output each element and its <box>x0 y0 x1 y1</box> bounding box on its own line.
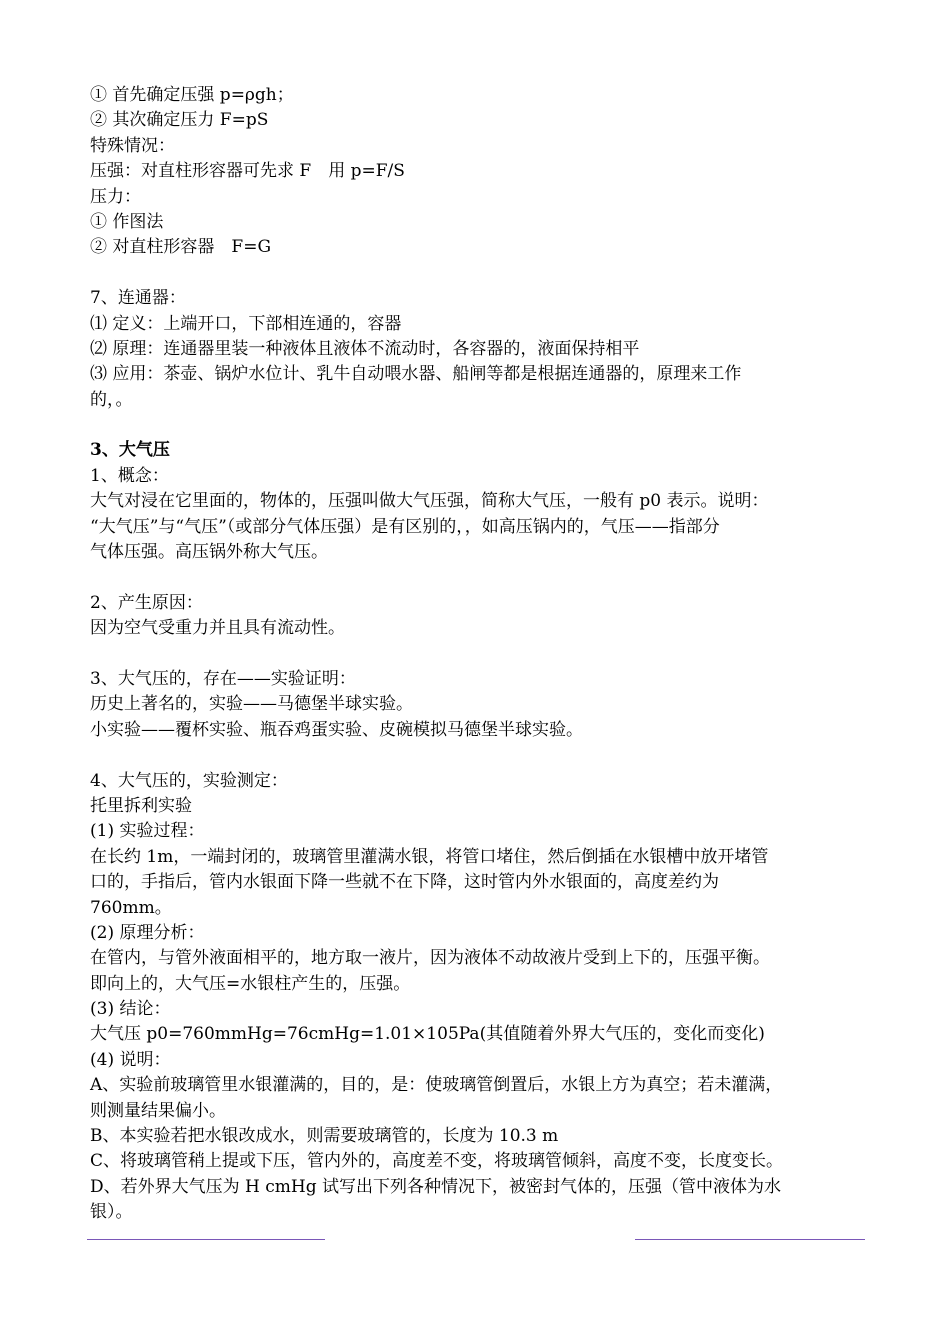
text-line: A、实验前玻璃管里水银灌满的，目的，是：使玻璃管倒置后，水银上方为真空；若未灌满， <box>90 1075 783 1096</box>
text-line: 压力： <box>90 186 141 207</box>
text-line: C、将玻璃管稍上提或下压，管内外的，高度差不变，将玻璃管倾斜，高度不变，长度变长。 <box>90 1151 784 1172</box>
blank-line <box>90 565 870 590</box>
text-line: ② 对直柱形容器 F=G <box>90 237 272 258</box>
text-line: 4、大气压的，实验测定： <box>90 770 288 791</box>
text-line: 大气对浸在它里面的，物体的，压强叫做大气压强，简称大气压，一般有 p0 表示。说明： <box>90 491 769 512</box>
text-line: 2、产生原因： <box>90 592 203 613</box>
text-line: B、本实验若把水银改成水，则需要玻璃管的，长度为 10.3 m <box>90 1126 559 1147</box>
text-line: 银）。 <box>90 1202 133 1223</box>
text-line: 小实验——覆杯实验、瓶吞鸡蛋实验、皮碗模拟马德堡半球实验。 <box>90 719 583 740</box>
text-line: 压强：对直柱形容器可先求 F 用 p=F/S <box>90 161 405 182</box>
text-line: 在管内，与管外液面相平的，地方取一液片，因为液体不动故液片受到上下的，压强平衡。 <box>90 948 770 969</box>
text-line: 气体压强。高压锅外称大气压。 <box>90 542 328 563</box>
text-line: 历史上著名的，实验——马德堡半球实验。 <box>90 694 413 715</box>
document-body <box>90 83 870 1226</box>
text-line: “大气压”与“气压”（或部分气体压强）是有区别的，，如高压锅内的，气压——指部分 <box>90 516 720 537</box>
footer-rule-left <box>87 1239 325 1240</box>
text-line: 大气压 p0=760mmHg=76cmHg=1.01×105Pa(其值随着外界大气压的，变化而变化) <box>90 1024 765 1045</box>
blank-line <box>90 642 870 667</box>
blank-line <box>90 261 870 286</box>
text-line: ① 作图法 <box>90 211 164 232</box>
blank-line <box>90 413 870 438</box>
footer-rule-right <box>635 1239 865 1240</box>
text-line: 即向上的，大气压=水银柱产生的，压强。 <box>90 973 411 994</box>
text-line: 则测量结果偏小。 <box>90 1100 226 1121</box>
text-line: 760mm。 <box>90 897 172 918</box>
text-line: (1) 实验过程： <box>90 821 205 842</box>
text-line: 在长约 1m，一端封闭的，玻璃管里灌满水银，将管口堵住，然后倒插在水银槽中放开堵管 <box>90 846 769 867</box>
blank-line <box>90 743 870 768</box>
text-line: D、若外界大气压为 H cmHg 试写出下列各种情况下，被密封气体的，压强（管中液体为水 <box>90 1176 782 1197</box>
text-line: 口的，手指后，管内水银面下降一些就不在下降，这时管内外水银面的，高度差约为 <box>90 872 719 893</box>
text-line: 特殊情况： <box>90 135 175 156</box>
text-line: (4) 说明： <box>90 1049 171 1070</box>
text-line: ⑴ 定义：上端开口，下部相连通的，容器 <box>90 313 402 334</box>
text-line: ⑵ 原理：连通器里装一种液体且液体不流动时，各容器的，液面保持相平 <box>90 338 640 359</box>
text-line: ② 其次确定压力 F=pS <box>90 110 269 131</box>
chapter-heading-atmospheric-pressure: 3、大气压 <box>90 440 170 461</box>
text-line: 托里拆利实验 <box>90 795 192 816</box>
text-line: 因为空气受重力并且具有流动性。 <box>90 618 345 639</box>
text-line: ① 首先确定压强 p=ρgh； <box>90 85 294 105</box>
text-line: 1、概念： <box>90 465 169 486</box>
text-line: 3、大气压的，存在——实验证明： <box>90 668 356 689</box>
section-heading-connected-vessel: 7、连通器： <box>90 288 186 309</box>
text-line: ⑶ 应用：茶壶、锅炉水位计、乳牛自动喂水器、船闸等都是根据连通器的，原理来工作 <box>90 364 742 385</box>
text-line: (2) 原理分析： <box>90 922 205 943</box>
text-line: 的，。 <box>90 389 133 410</box>
text-line: (3) 结论： <box>90 999 171 1020</box>
